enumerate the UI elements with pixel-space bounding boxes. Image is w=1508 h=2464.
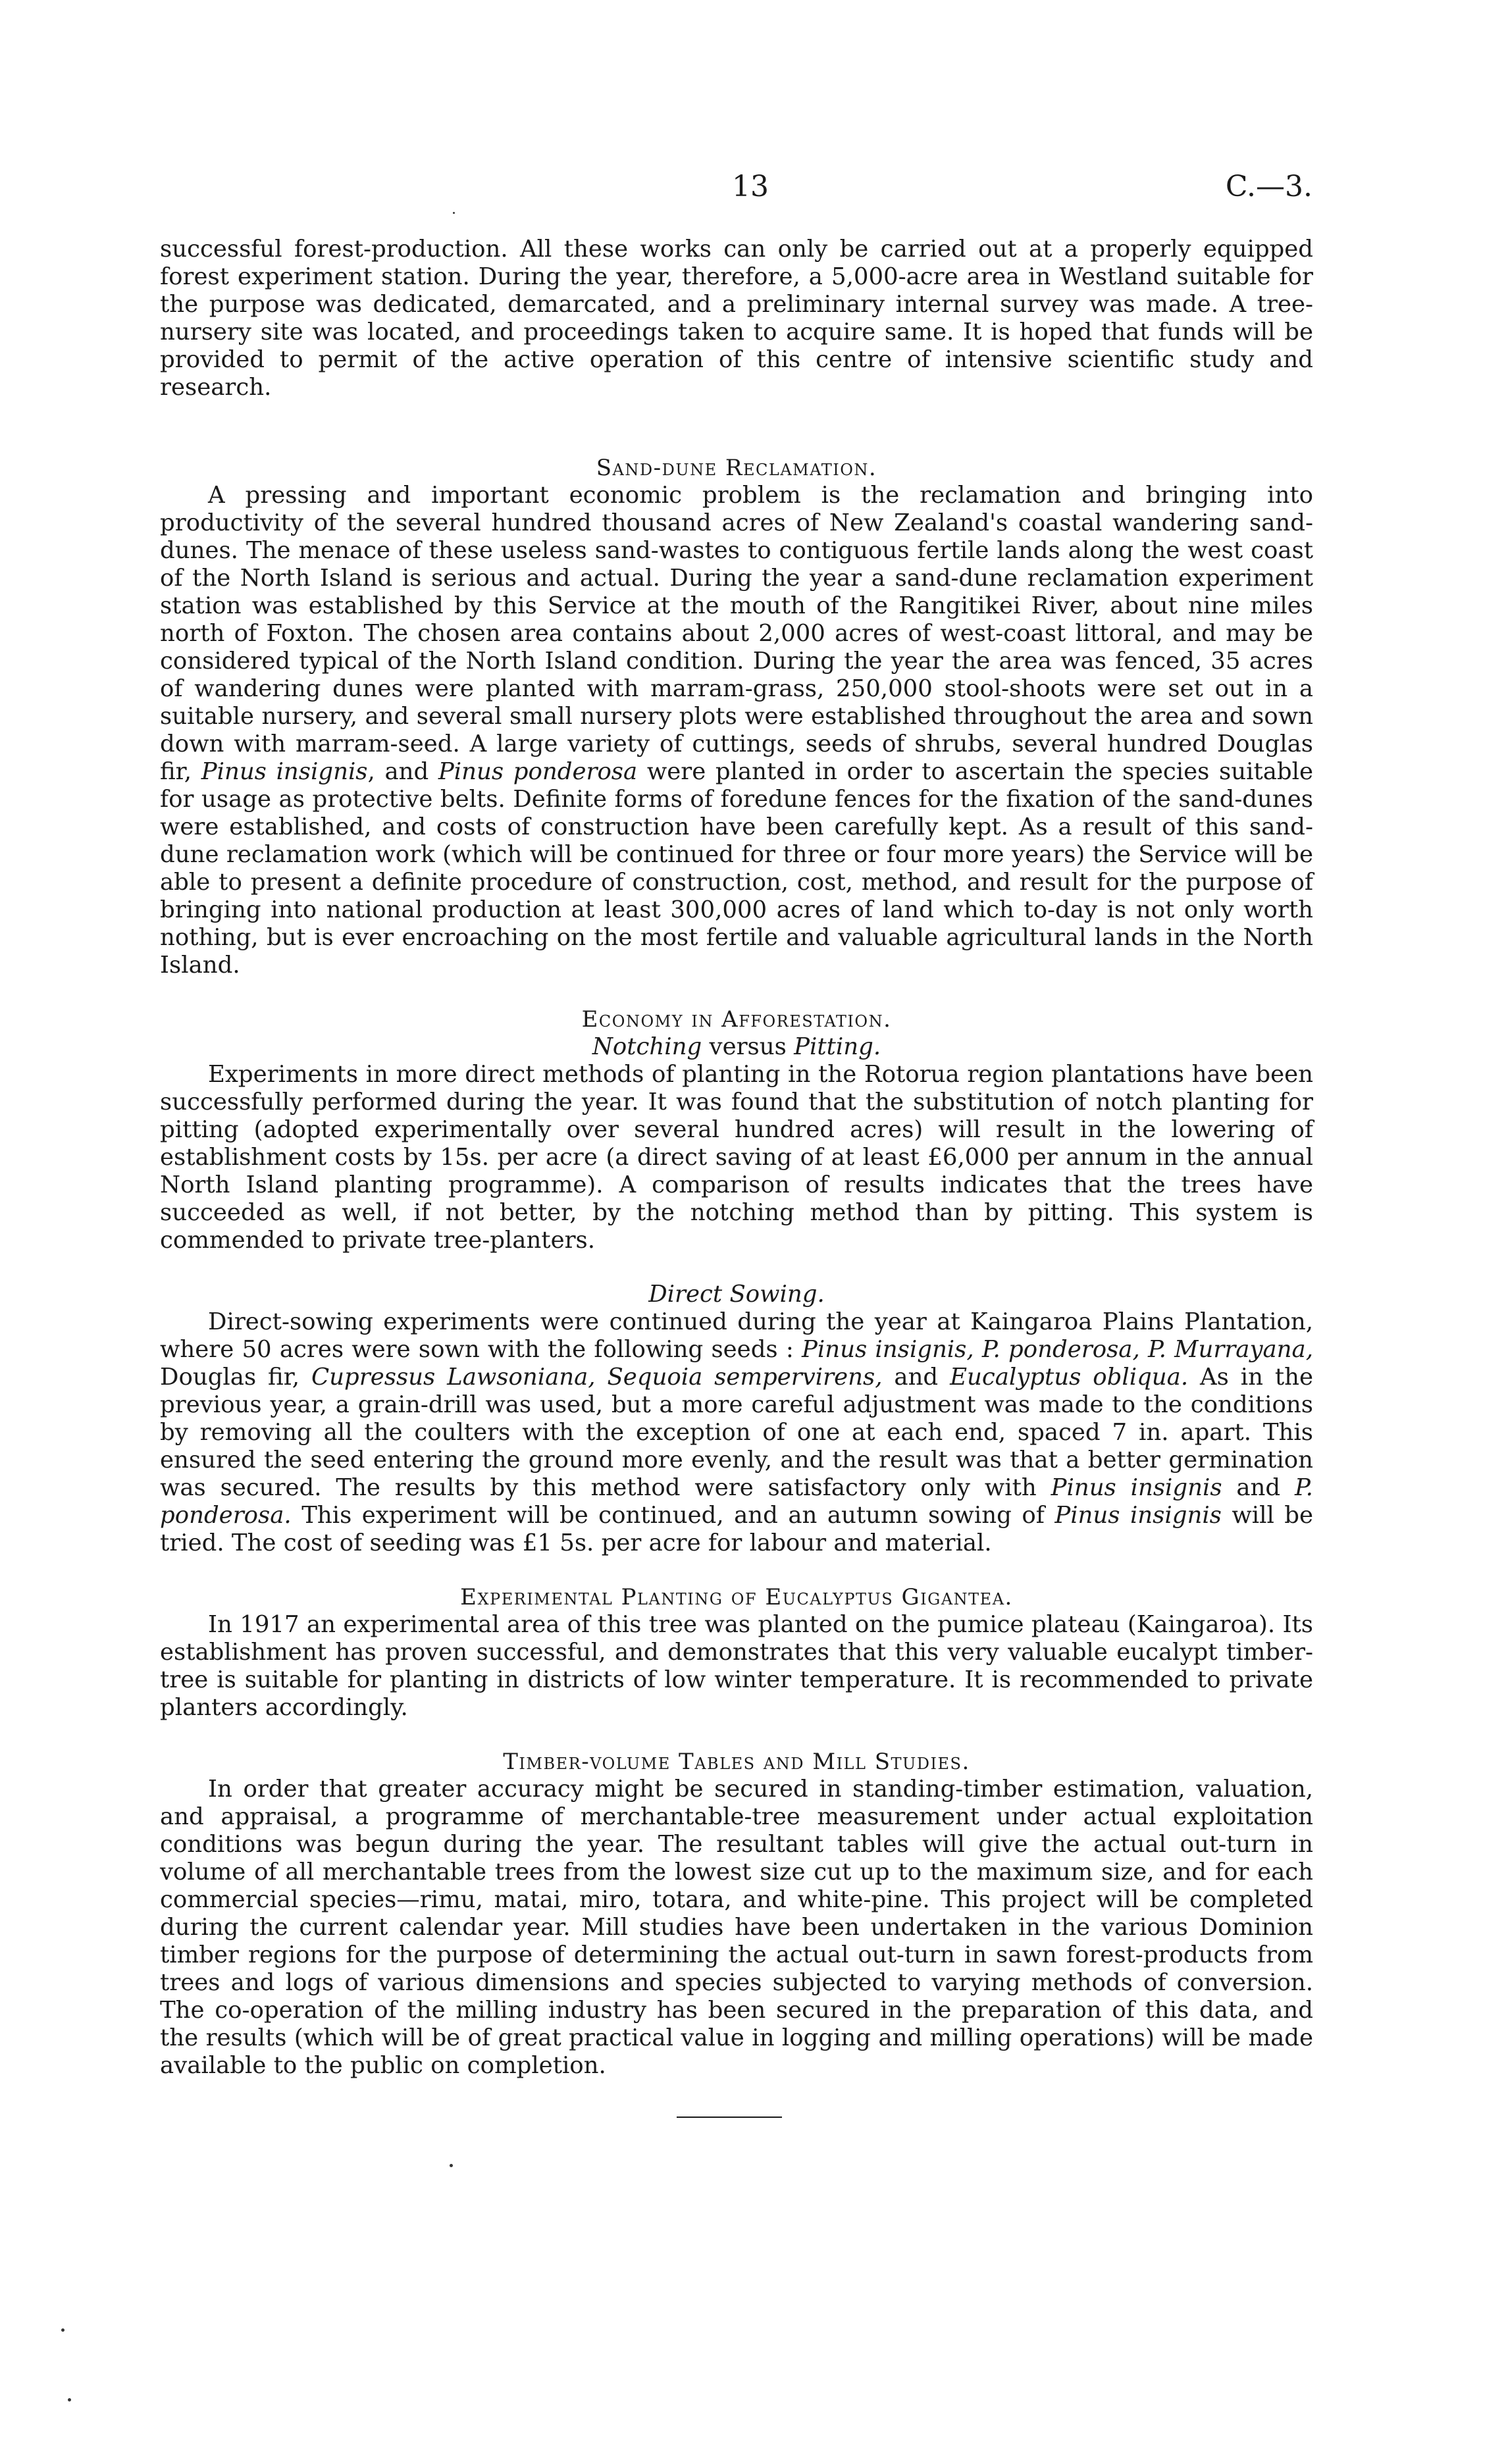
economy-heading: Economy in Afforestation. xyxy=(581,1006,892,1033)
intro-paragraph: successful forest-production. All these works can only be carried out at a properly equipped forest experiment station. During the year, therefore, a 5,000-acre area in Westland suitable for the purpose was dedicated, demarcated, and a preliminary internal survey was made. A tree-nursery site was located, and proceedings taken to acquire same. It is hoped that funds will be provided to permit of the active operation of this centre of intensive scientific study and research. xyxy=(160,236,1313,401)
scan-speck xyxy=(68,2398,71,2401)
page-number: 13 xyxy=(732,170,769,203)
running-header xyxy=(0,170,1508,209)
end-rule xyxy=(677,2117,782,2118)
scan-speck xyxy=(453,212,455,214)
timber-heading: Timber-volume Tables and Mill Studies. xyxy=(503,1749,970,1775)
sand-dune-paragraph: A pressing and important economic problem is the reclamation and bringing into productivity of the several hundred thousand acres of New Zealand's coastal wandering sand-dunes. The menace of these useless sand-wastes to contiguous fertile lands along the west coast of the North Island is serious and actual. During the year a sand-dune reclamation experiment station was established by this Service at the mouth of the Rangitikei River, about nine miles north of Foxton. The chosen area contains about 2,000 acres of west-coast littoral, and may be considered typical of the North Island condition. During the year the area was fenced, 35 acres of wandering dunes were planted with marram-grass, 250,000 stool-shoots were set out in a suitable nursery, and several small nursery plots were established throughout the area and sown down with marram-seed. A large variety of cuttings, seeds of shrubs, several hundred Douglas fir, Pinus insignis, and Pinus ponderosa were planted in order to ascertain the species suitable for usage as protective belts. Definite forms of foredune fences for the fixation of the sand-dunes were established, and costs of construction have been carefully kept. As a result of this sand-dune reclamation work (which will be continued for three or four more years) the Service will be able to present a definite procedure of construction, cost, method, and result for the purpose of bringing into national production at least 300,000 acres of land which to-day is not only worth nothing, but is ever encroaching on the most fertile and valuable agricultural lands in the North Island. xyxy=(160,482,1313,979)
eucalyptus-paragraph: In 1917 an experimental area of this tree was planted on the pumice plateau (Kaingaroa). Its establishment has proven successful, and demonstrates that this very valuable eucalypt timber-tree is suitable for planting in districts of low winter temperature. It is recommended to private planters accordingly. xyxy=(160,1611,1313,1721)
notching-subheading: Notching versus Pitting. xyxy=(592,1033,881,1060)
notching-paragraph: Experiments in more direct methods of planting in the Rotorua region plantations have been successfully performed during the year. It was found that the substitution of notch planting for pitting (adopted experimentally over several hundred acres) will result in the lowering of establishment costs by 15s. per acre (a direct saving of at least £6,000 per annum in the annual North Island planting programme). A comparison of results indicates that the trees have succeeded as well, if not better, by the notching method than by pitting. This system is commended to private tree-planters. xyxy=(160,1061,1313,1254)
species-name: Pinus ponderosa xyxy=(438,758,638,785)
direct-sowing-subheading: Direct Sowing. xyxy=(648,1281,825,1308)
species-name: Pinus insignis xyxy=(201,758,368,785)
direct-sowing-paragraph: Direct-sowing experiments were continued during the year at Kaingaroa Plains Plantation, where 50 acres were sown with the following seeds : Pinus insignis, P. ponderosa, P. Murrayana, Douglas fir, Cupressus Lawsoniana, Sequoia sempervirens, and Eucalyptus obliqua. As in the previous year, a grain-drill was used, but a more careful adjustment was made to the conditions by removing all the coulters with the exception of one at each end, spaced 7 in. apart. This ensured the seed entering the ground more evenly, and the result was that a better germination was secured. The results by this method were satisfactory only with Pinus insignis and P. ponderosa. This experiment will be continued, and an autumn sowing of Pinus insignis will be tried. The cost of seeding was £1 5s. per acre for labour and material. xyxy=(160,1308,1314,1556)
body-text xyxy=(160,236,1313,2080)
document-reference: C.—3. xyxy=(1225,170,1313,203)
timber-paragraph: In order that greater accuracy might be secured in standing-timber estimation, valuation, and appraisal, a programme of merchantable-tree measurement under actual exploitation conditions was begun during the year. The resultant tables will give the actual out-turn in volume of all merchantable trees from the lowest size cut up to the maximum size, and for each commercial species—rimu, matai, miro, totara, and white-pine. This project will be completed during the current calendar year. Mill studies have been undertaken in the various Dominion timber regions for the purpose of determining the actual out-turn in sawn forest-products from trees and logs of various dimensions and species subjected to varying methods of conversion. The co-operation of the milling industry has been secured in the preparation of this data, and the results (which will be of great practical value in logging and milling operations) will be made available to the public on completion. xyxy=(160,1776,1313,2079)
eucalyptus-heading: Experimental Planting of Eucalyptus Gigantea. xyxy=(460,1584,1013,1610)
sand-dune-heading: Sand-dune Reclamation. xyxy=(596,455,877,481)
scan-speck xyxy=(450,2164,453,2167)
scan-speck xyxy=(61,2328,65,2332)
